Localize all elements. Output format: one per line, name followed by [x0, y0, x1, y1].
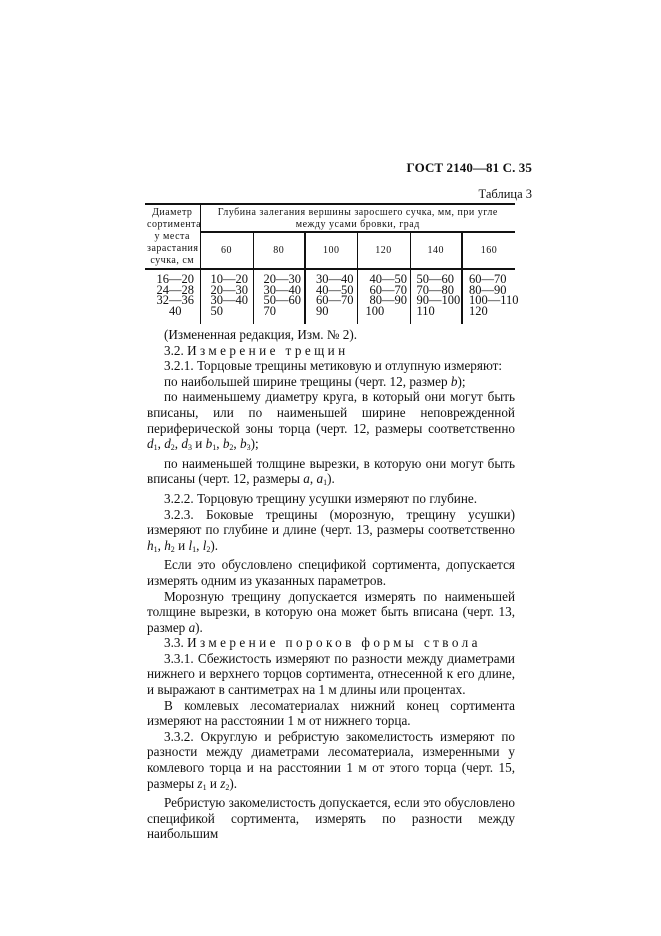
- paragraph-3-2-2: 3.2.2. Торцовую трещину усушки измеряют по глубине.: [164, 490, 478, 506]
- table-caption: Таблица 3: [478, 187, 532, 201]
- paragraph-ribbed: Ребристую закомелистость допускается, если это обусловлено спецификой сортимента, измерять по разности между наибольшим: [147, 795, 515, 842]
- depth-cell-120: 40—50 60—70 80—90 100: [357, 269, 410, 324]
- paragraph-3-2-3: 3.2.3. Боковые трещины (морозную, трещину усушки) измеряют по глубине и длине (черт. 13, размеры соответственно $h_1$, $h_2$ и $l_1$, $l_2$).: [147, 506, 515, 554]
- knot-depth-table: [145, 203, 519, 324]
- paragraph-specification: Если это обусловлено спецификой сортимента, допускается измерять одним из указанных параметров.: [147, 557, 515, 588]
- section-heading-3-3: 3.3. Измерение пороков формы ствола: [164, 635, 481, 651]
- paragraph-width: по наибольшей ширине трещины (черт. 12, размер b);: [164, 373, 466, 389]
- table-row: [145, 269, 515, 324]
- depth-cell-100: 30—40 40—50 60—70 90: [305, 269, 357, 324]
- diameter-cell: 16—20 24—28 32—36 40: [156, 272, 194, 318]
- header-angle: 80: [253, 232, 305, 269]
- depth-cell-80: 20—30 30—40 50—60 70: [253, 269, 305, 324]
- page-header: ГОСТ 2140—81 С. 35: [406, 160, 532, 175]
- paragraph-3-2-1: 3.2.1. Торцовые трещины метиковую и отлупную измеряют:: [164, 358, 503, 374]
- depth-cell-160: 60—70 80—90 100—110 120: [462, 269, 515, 324]
- depth-cell-60: 10—20 20—30 30—40 50: [200, 269, 253, 324]
- header-angle: 60: [200, 232, 253, 269]
- header-angle: 140: [410, 232, 462, 269]
- paragraph-frost-crack: Морозную трещину допускается измерять по наименьшей толщине вырезки, в которую она может быть вписана (черт. 13, размер a).: [147, 588, 515, 635]
- paragraph-butt-end: В комлевых лесоматериалах нижний конец сортимента измеряют на расстоянии 1 м от нижнего торца.: [147, 697, 515, 729]
- depth-cell-140: 50—60 70—80 90—100 110: [410, 269, 462, 324]
- body-text: [147, 327, 515, 842]
- paragraph-diameter: по наименьшему диаметру круга, в который они могут быть вписаны, или по наименьшей ширине неповрежденной периферической зоны торца (черт. 12, размеры соответственно $d_1$, $d_2$, $d_3$ и $b_1$, $b_2$, $b_3$);: [147, 389, 515, 453]
- header-angle: 120: [357, 232, 410, 269]
- section-heading-3-2: 3.2. Измерение трещин: [164, 342, 349, 358]
- header-diameter: Диаметр сортимента у места зарастания сучка, см: [145, 204, 200, 269]
- amendment-note: (Измененная редакция, Изм. № 2).: [164, 327, 358, 342]
- header-depth: Глубина залегания вершины заросшего сучка, мм, при угле между усами бровки, град: [200, 204, 515, 232]
- header-angle: 160: [462, 232, 515, 269]
- header-angle: 100: [305, 232, 357, 269]
- paragraph-thickness: по наименьшей толщине вырезки, в которую они могут быть вписаны (черт. 12, размеры a, $a_1$).: [147, 455, 515, 488]
- paragraph-3-3-1: 3.3.1. Сбежистость измеряют по разности между диаметрами нижнего и верхнего торцов сортимента, отнесенной к его длине, и выражают в сантиметрах на 1 м длины или процентах.: [147, 650, 515, 698]
- paragraph-3-3-2: 3.3.2. Округлую и ребристую закомелистость измеряют по разности между диаметрами лесоматериала, измеренными у комлевого торца и на расстоянии 1 м от этого торца (черт. 15, размеры $z_1$ и $z_2$).: [147, 728, 515, 792]
